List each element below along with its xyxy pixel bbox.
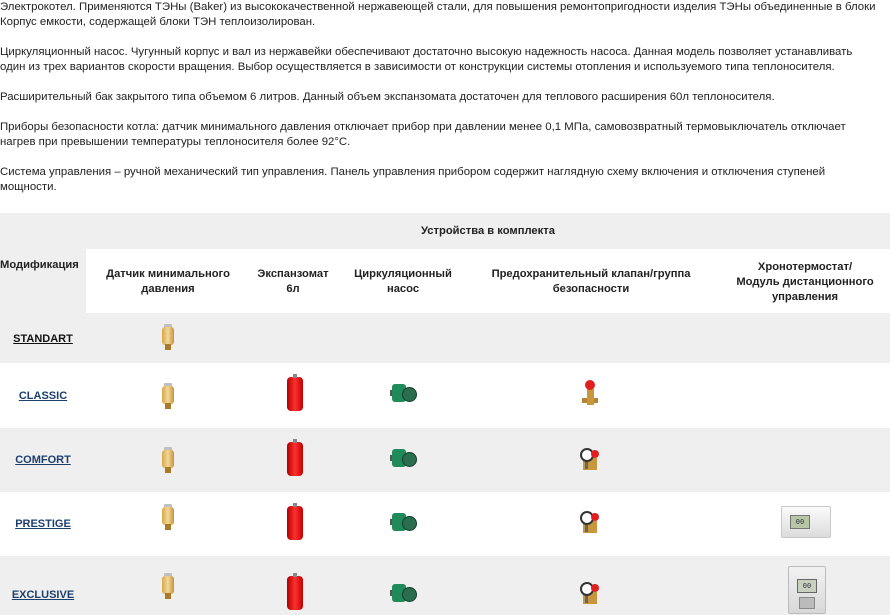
paragraph-control-2: мощности. [0,181,57,193]
pressure-sensor-icon [159,573,177,599]
paragraph-pump-1: Циркуляционный насос. Чугунный корпус и вал из нержавейки обеспечивают достаточно высокую надежность насоса. Данная модель позволяет устанавливать [0,46,853,58]
safety-group-icon [577,446,603,472]
pressure-sensor-icon [159,324,177,350]
modification-link-comfort[interactable]: COMFORT [15,454,71,466]
expansion-tank-icon [287,506,303,540]
table-row [0,313,890,363]
expansion-tank-icon [287,576,303,610]
paragraph-tank: Расширительный бак закрытого типа объемом 6 литров. Данный объем экспанзомата достаточен для теплового расширения 60л теплоносителя. [0,91,775,103]
modification-link-classic[interactable]: CLASSIC [18,390,68,402]
pressure-sensor-icon [159,447,177,473]
paragraph-boiler-1: Электрокотел. Применяются ТЭНы (Baker) из высококачественной нержавеющей стали, для повышения ремонтопригодности изделия ТЭНы объединенные в блоки [0,1,876,13]
paragraph-safety-2: нагрев при превышении температуры теплоносителя более 92°С. [0,136,351,148]
modification-link-exclusive[interactable]: EXCLUSIVE [11,589,75,601]
paragraph-boiler-2: Корпус емкости, содержащей блоки ТЭН теплоизолирован. [0,16,316,28]
chronothermostat-icon: 00 [781,506,831,538]
equipment-table [0,213,890,615]
thermostat-header: Хронотермостат/ Модуль дистанционного управления [736,261,874,303]
circulation-pump-icon [390,380,416,406]
safety-group-icon [577,509,603,535]
expansion-tank-icon [287,377,303,411]
pressure-sensor-icon [159,504,177,530]
circulation-pump-icon [390,445,416,471]
circulation-pump-icon [390,580,416,606]
modification-link-prestige[interactable]: PRESTIGE [15,518,71,530]
tank-header: Экспанзомат 6л [257,268,329,295]
sensor-header: Датчик минимального давления [106,268,230,295]
modification-link-standart[interactable]: STANDART [13,333,73,345]
safety-group-icon [577,580,603,606]
paragraph-pump-2: один из трех вариантов скорости вращения. Выбор осуществляется в зависимости от конструкции системы отопления и используемого типа теплоносителя. [0,61,835,73]
pressure-sensor-icon [159,383,177,409]
circulation-pump-icon [390,509,416,535]
valve-header: Предохранительный клапан/группа безопасности [491,268,691,295]
description-text [0,0,890,195]
paragraph-safety-1: Приборы безопасности котла: датчик минимального давления отключает прибор при давлении менее 0,1 МПа, самовозвратный термовыключатель отключает [0,121,846,133]
modification-header: Модификация [0,259,79,271]
group-header: Устройства в комплекта [421,225,555,237]
table-row [0,363,890,428]
pump-header: Циркуляционный насос [354,268,452,295]
table-row [0,428,890,492]
table-row [0,556,890,615]
remote-module-icon: 00 [788,566,826,614]
paragraph-control-1: Система управления – ручной механический тип управления. Панель управления прибором содержит наглядную схему включения и отключения ступеней [0,166,826,178]
valve-icon [582,380,598,408]
table-row [0,492,890,556]
expansion-tank-icon [287,442,303,476]
